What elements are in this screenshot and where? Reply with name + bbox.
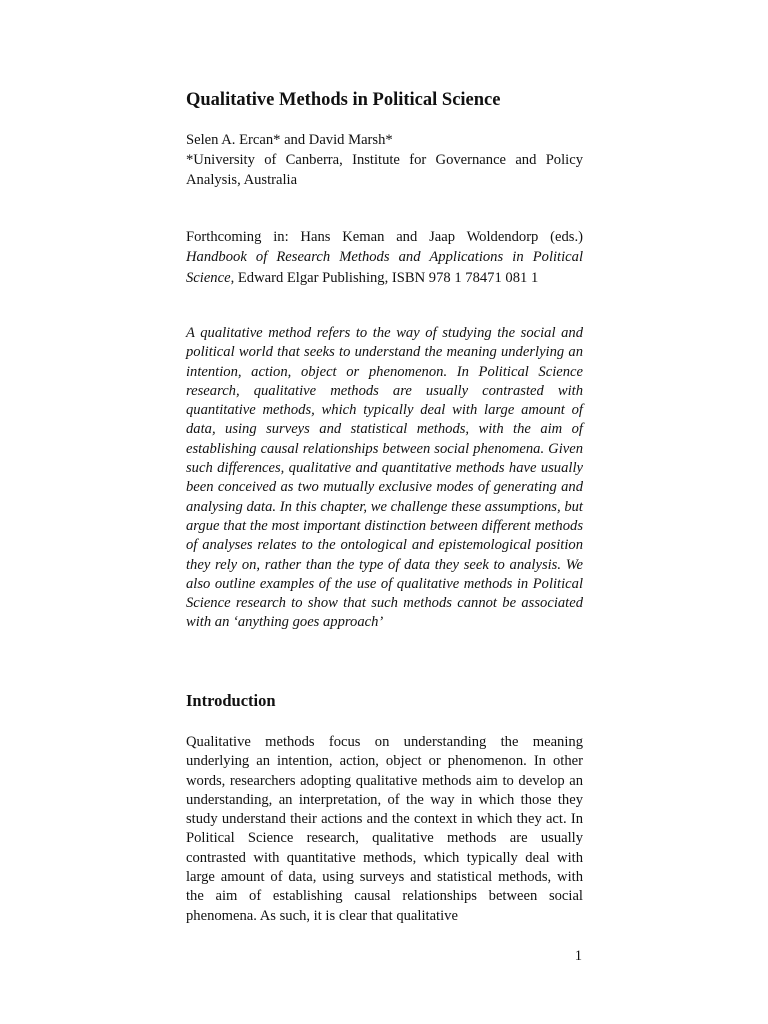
author-names: Selen A. Ercan* and David Marsh* <box>186 132 393 148</box>
author-affiliation: *University of Canberra, Institute for Governance and Policy Analysis, Australia <box>186 152 583 188</box>
introduction-paragraph: Qualitative methods focus on understanding the meaning underlying an intention, action, object or phenomenon. In other words, researchers adopting qualitative methods aim to develop an understanding, an interpretation, of the way in which those they study understand their actions and the context in which they act. In Political Science research, qualitative methods are usually contrasted with quantitative methods, which typically deal with large amount of data, using surveys and statistical methods, with the aim of establishing causal relationships between social phenomena. As such, it is clear that qualitative <box>186 734 583 924</box>
abstract: A qualitative method refers to the way of studying the social and political world that seeks to understand the meaning underlying an intention, action, object or phenomenon. In Political Science research, qualitative methods are usually contrasted with quantitative methods, which typically deal with large amount of data, using surveys and statistical methods, with the aim of establishing causal relationships between social phenomena. Given such differences, qualitative and quantitative methods have usually been conceived as two mutually exclusive modes of generating and analysing data. In this chapter, we challenge these assumptions, but argue that the most important distinction between different methods of analyses relates to the ontological and epistemological position they rely on, rather than the type of data they seek to analysis. We also outline examples of the use of qualitative methods in Political Science research to show that such methods cannot be associated with an ‘anything goes approach’ <box>186 325 583 631</box>
document-title: Qualitative Methods in Political Science <box>186 90 501 110</box>
author-block <box>186 130 583 190</box>
publication-note <box>186 227 583 288</box>
publication-prefix: Forthcoming in: Hans Keman and Jaap Woldendorp (eds.) <box>186 229 583 245</box>
page-number: 1 <box>574 948 582 964</box>
section-heading: Introduction <box>186 691 276 710</box>
book-title: Handbook of Research Methods and Applications in Political Science <box>186 249 583 286</box>
publication-suffix: , Edward Elgar Publishing, ISBN 978 1 78471 081 1 <box>230 269 539 286</box>
